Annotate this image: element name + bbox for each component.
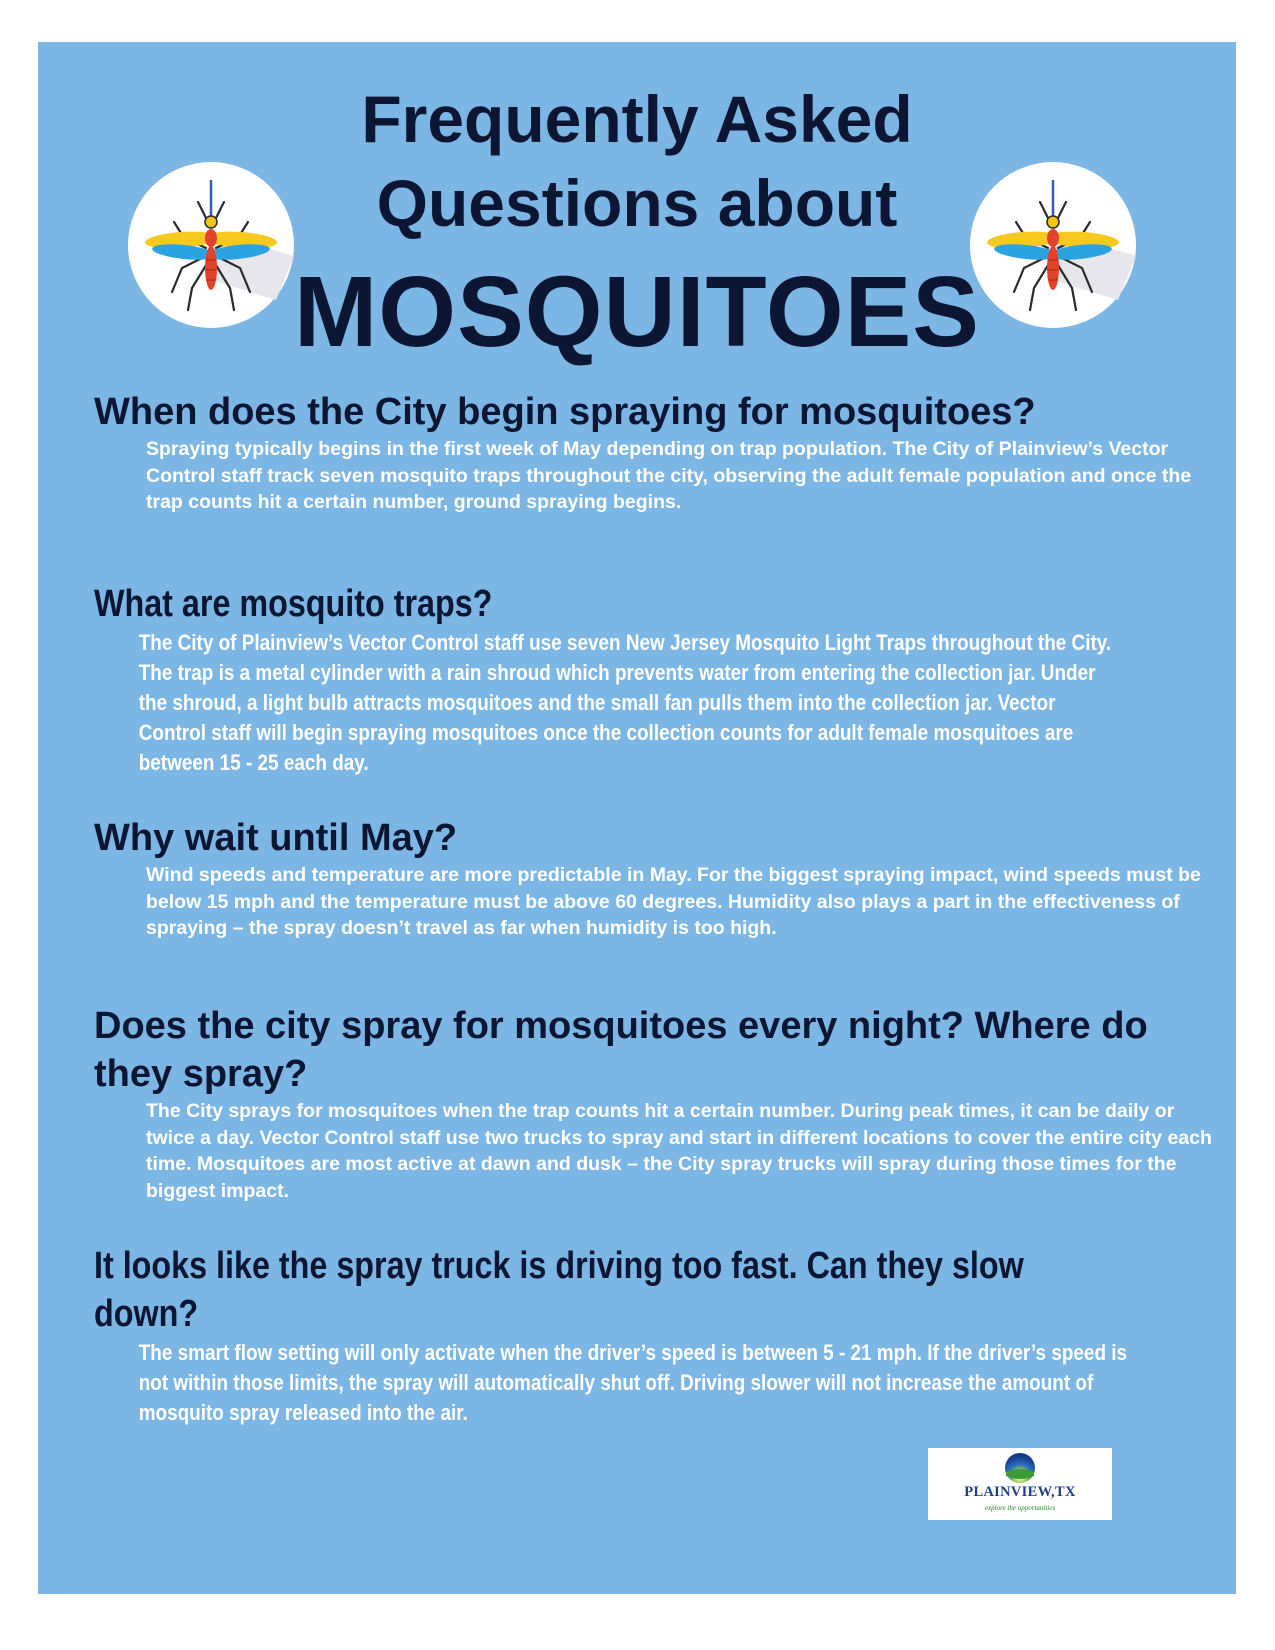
plainview-logo	[928, 1448, 1112, 1520]
globe-sunrise-icon	[1004, 1452, 1036, 1484]
faq-answer: The City of Plainview’s Vector Control staff use seven New Jersey Mosquito Light Traps throughout the City. The trap is a metal cylinder with a rain shroud which prevents water from entering the collection jar. Under the shroud, a light bulb attracts mosquitoes and the small fan pulls them into the collection jar. Vector Control staff will begin spraying mosquitoes once the collection counts for adult female mosquitoes are between 15 - 25 each day.	[138, 630, 1112, 775]
title-line-1: Frequently Asked	[361, 82, 913, 156]
faq-item	[94, 814, 1214, 942]
faq-answer: Wind speeds and temperature are more predictable in May. For the biggest spraying impact, wind speeds must be below 15 mph and the temperature must be above 60 degrees. Humidity also plays a part in the effectiveness of spraying – the spray doesn’t travel as far when humidity is too high.	[146, 864, 1201, 939]
faq-answer: Spraying typically begins in the first week of May depending on trap population. The City of Plainview’s Vector Control staff track seven mosquito traps throughout the city, observing the adult female population and once the trap counts hit a certain number, ground spraying begins.	[146, 438, 1192, 513]
faq-item	[94, 580, 1214, 778]
title-line-3: MOSQUITOES	[293, 256, 981, 368]
mosquito-icon	[126, 160, 296, 330]
faq-answer: The City sprays for mosquitoes when the trap counts hit a certain number. During peak times, it can be daily or twice a day. Vector Control staff use two trucks to spray and start in different locations to cover the entire city each time. Mosquitoes are most active at dawn and dusk – the City spray trucks will spray during those times for the biggest impact.	[146, 1100, 1212, 1202]
faq-item	[94, 1242, 1214, 1428]
faq-question: It looks like the spray truck is driving too fast. Can they slow down?	[94, 1245, 1024, 1335]
faq-item	[94, 388, 1214, 516]
mosquito-icon	[968, 160, 1138, 330]
faq-question: When does the City begin spraying for mosquitoes?	[94, 391, 1036, 433]
faq-question: Does the city spray for mosquitoes every night? Where do they spray?	[94, 1005, 1148, 1095]
faq-answer: The smart flow setting will only activate when the driver’s speed is between 5 - 21 mph. If the driver’s speed is not within those limits, the spray will automatically shut off. Driving slower will not increase the amount of mosquito spray released into the air.	[138, 1340, 1128, 1425]
logo-name: PLAINVIEW,TX	[964, 1484, 1076, 1500]
logo-tagline: explore the opportunities	[984, 1504, 1056, 1512]
title-line-2: Questions about	[376, 166, 898, 240]
faq-question: Why wait until May?	[94, 817, 458, 859]
faq-item	[94, 1002, 1214, 1204]
flyer-panel	[38, 42, 1236, 1594]
faq-question: What are mosquito traps?	[94, 583, 493, 625]
